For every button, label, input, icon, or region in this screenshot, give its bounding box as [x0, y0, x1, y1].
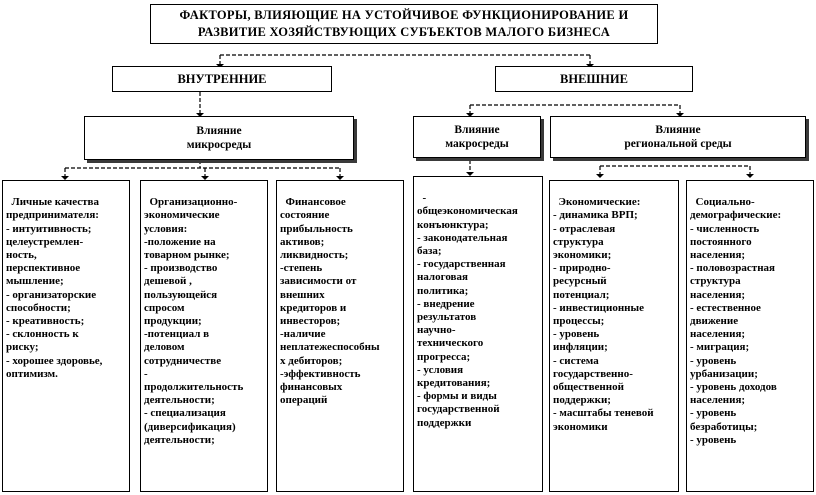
macro-factors-box [413, 176, 543, 492]
diagram-title [150, 4, 658, 44]
internal-factors-label: ВНУТРЕННИЕ [177, 71, 267, 86]
internal-factors-box [112, 66, 332, 92]
economic-factors-box [549, 180, 679, 492]
external-factors-box [495, 66, 693, 92]
micro-environment-box [84, 116, 354, 160]
personal-qualities-box [2, 180, 130, 492]
socio-demographic-factors-text: Социально- демографические: - численность постоянного населения; - половозрастная структура населения; - естественное движение населения; - миграция; - уровень урбанизации; - уровень доходов населения; - уровень безработицы; - уровень [690, 196, 782, 446]
diagram-title-line1: ФАКТОРЫ, ВЛИЯЮЩИЕ НА УСТОЙЧИВОЕ ФУНКЦИОНИРОВАНИЕ И [179, 8, 629, 22]
regional-environment-box [550, 116, 806, 158]
macro-factors-text: - общеэкономическая конъюнктура; - законодательная база; - государственная налоговая политика; - внедрение результатов научно- технического прогресса; - условия кредитования; - формы и виды государственной поддержки [417, 192, 518, 429]
external-factors-label: ВНЕШНИЕ [560, 71, 628, 86]
micro-environment-line2: микросреды [186, 139, 252, 151]
economic-factors-text: Экономические: - динамика ВРП; - отраслевая структура экономики; - природно- ресурсный потенциал; - инвестиционные процессы; - уровень инфляции; - система государственно- общественной поддержки; - масштабы теневой экономики [553, 196, 654, 433]
micro-environment-line1: Влияние [196, 125, 242, 137]
macro-environment-box [413, 116, 541, 158]
financial-state-text: Финансовое состояние прибыльность активов; ликвидность; -степень зависимости от внешних кредиторов и инвесторов; -наличие неплатежеспособны х дебиторов; -эффективность финансовых операций [280, 196, 380, 407]
regional-environment-line2: региональной среды [624, 138, 732, 150]
macro-environment-line2: макросреды [445, 138, 509, 150]
macro-environment-line1: Влияние [454, 124, 500, 136]
organizational-conditions-box [140, 180, 268, 492]
personal-qualities-text: Личные качества предпринимателя: - интуитивность; целеустремлен- ность, перспективное мышление; - организаторские способности; - креативность; - склонность к риску; - хорошее здоровье, оптимизм. [6, 196, 103, 380]
regional-environment-line1: Влияние [655, 124, 701, 136]
financial-state-box [276, 180, 404, 492]
organizational-conditions-text: Организационно- экономические условия: -положение на товарном рынке; - производство дешевой , пользующейся спросом продукции; -потенциал в деловом сотрудничестве - продолжительность деятельности; - специализация (диверсификация) деятельности; [144, 196, 244, 446]
socio-demographic-factors-box [686, 180, 814, 492]
diagram-title-line2: РАЗВИТИЕ ХОЗЯЙСТВУЮЩИХ СУБЪЕКТОВ МАЛОГО БИЗНЕСА [197, 25, 611, 39]
